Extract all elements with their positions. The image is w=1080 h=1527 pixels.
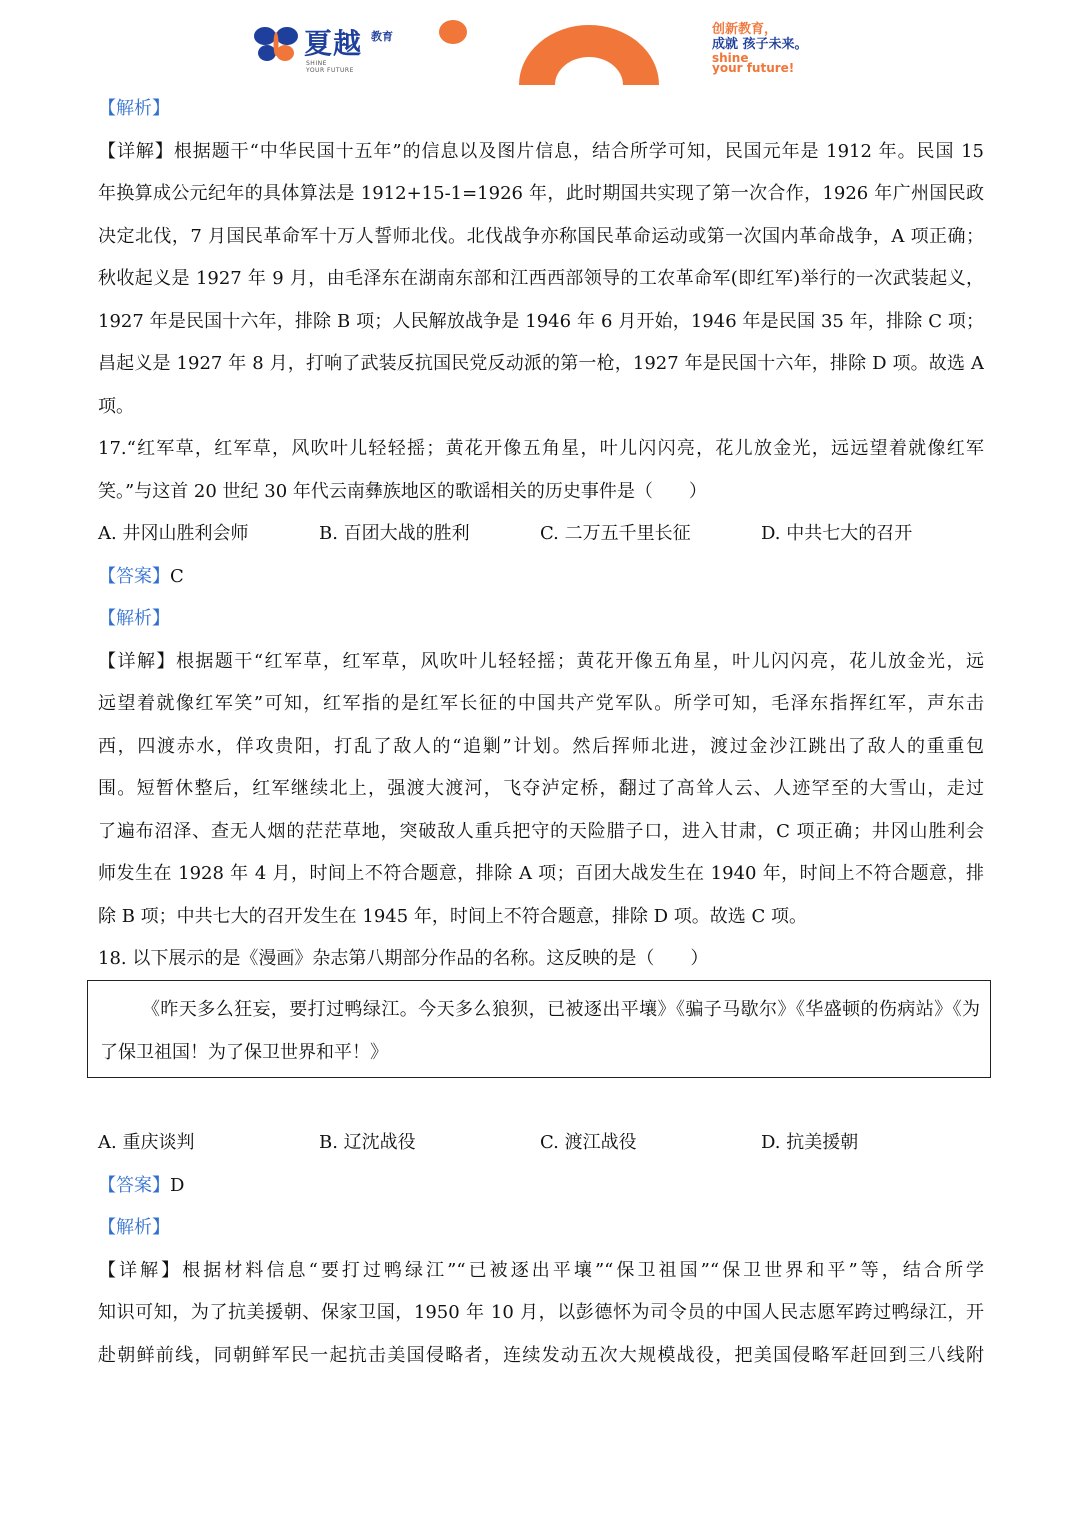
- detail-tag: 【详解】: [98, 650, 176, 672]
- material-line: 《昨天多么狂妄，要打过鸭绿江。今天多么狼狈，已被逐出平壤》《骗子马歇尔》《华盛顿的伤病站》《为: [142, 999, 980, 1020]
- detail-line: [98, 131, 984, 174]
- material-box: [87, 980, 991, 1078]
- question-17-stem: 17.“红军草，红军草，风吹叶儿轻轻摇；黄花开像五角星，叶儿闪闪亮，花儿放金光，远远望着就像红军: [98, 438, 984, 459]
- detail-line: 了遍布沼泽、查无人烟的茫茫草地，突破敌人重兵把守的天险腊子口，进入甘肃，C 项正确；井冈山胜利会: [98, 820, 984, 842]
- question-17-answer: [98, 556, 984, 599]
- detail-line: 项。: [98, 395, 134, 417]
- logo-tagline: [306, 60, 354, 74]
- analysis-tag: 【解析】: [98, 608, 170, 629]
- slogan: [712, 22, 808, 73]
- question-18-answer: [98, 1165, 984, 1208]
- analysis-heading: [98, 1207, 984, 1250]
- detail-tag: 【详解】: [98, 140, 174, 162]
- detail-line: 除 B 项；中共七大的召开发生在 1945 年，时间上不符合题意，排除 D 项。故选 C 项。: [98, 905, 808, 927]
- question-17-options: [98, 513, 984, 556]
- detail-line: 决定北伐，7 月国民革命军十万人誓师北伐。北伐战争亦称国民革命运动或第一次国内革命战争，A 项正确；: [98, 225, 984, 247]
- detail-line: 赴朝鲜前线，同朝鲜军民一起抗击美国侵略者，连续发动五次大规模战役，把美国侵略军赶回到三八线附: [98, 1344, 984, 1366]
- option-b: B. 百团大战的胜利: [319, 523, 470, 544]
- decorative-dot-icon: [438, 19, 468, 45]
- detail-line: 西，四渡赤水，佯攻贵阳，打乱了敌人的“追剿”计划。然后挥师北进，渡过金沙江跳出了敌人的重重包: [98, 735, 984, 757]
- document-body: [98, 88, 984, 981]
- page-header: [0, 0, 1080, 95]
- analysis-heading: [98, 88, 984, 131]
- answer-tag: 【答案】: [98, 565, 170, 587]
- answer-value: C: [170, 565, 184, 587]
- logo-wordmark: 夏越: [304, 27, 363, 60]
- detail-line: 年换算成公元纪年的具体算法是 1912+15-1=1926 年，此时期国共实现了第一次合作，1926 年广州国民政: [98, 183, 984, 204]
- question-17-stem: 笑。”与这首 20 世纪 30 年代云南彝族地区的歌谣相关的历史事件是（ ）: [98, 480, 707, 502]
- analysis-tag: 【解析】: [98, 98, 170, 119]
- question-18-options: [98, 1122, 984, 1165]
- option-b: B. 辽沈战役: [319, 1132, 416, 1153]
- option-d: D. 抗美援朝: [761, 1132, 859, 1153]
- detail-text: 根据题干“中华民国十五年”的信息以及图片信息，结合所学可知，民国元年是 1912 年。民国 15: [173, 140, 984, 162]
- detail-line: 昌起义是 1927 年 8 月，打响了武装反抗国民党反动派的第一枪，1927 年是民国十六年，排除 D 项。故选 A: [98, 353, 984, 374]
- option-a: A. 重庆谈判: [98, 1132, 195, 1153]
- logo-butterfly-icon: [252, 24, 300, 64]
- slogan-line-3: shine: [712, 51, 749, 65]
- detail-line: [98, 641, 984, 684]
- slogan-line-2: 成就 孩子未来。: [712, 37, 808, 52]
- detail-line: [98, 1250, 984, 1293]
- detail-text: 根据题干“红军草，红军草，风吹叶儿轻轻摇；黄花开像五角星，叶儿闪闪亮，花儿放金光，远: [175, 650, 984, 672]
- option-c: C. 二万五千里长征: [540, 523, 691, 544]
- document-body-continued: [98, 1122, 984, 1377]
- material-line: 了保卫祖国！为了保卫世界和平！》: [100, 1041, 388, 1063]
- detail-text: 根据材料信息“要打过鸭绿江”“已被逐出平壤”“保卫祖国”“保卫世界和平”等，结合所学: [182, 1259, 984, 1281]
- analysis-heading: [98, 598, 984, 641]
- slogan-line-1: 创新教育，: [712, 22, 778, 37]
- answer-tag: 【答案】: [98, 1174, 170, 1196]
- option-c: C. 渡江战役: [540, 1132, 637, 1153]
- detail-line: 知识可知，为了抗美援朝、保家卫国，1950 年 10 月，以彭德怀为司令员的中国人民志愿军跨过鸭绿江，开: [98, 1302, 984, 1323]
- logo-tagline-line: SHINE: [306, 60, 327, 67]
- detail-tag: 【详解】: [98, 1259, 183, 1281]
- option-d: D. 中共七大的召开: [761, 523, 913, 544]
- answer-value: D: [170, 1174, 185, 1196]
- analysis-tag: 【解析】: [98, 1217, 170, 1238]
- option-a: A. 井冈山胜利会师: [98, 523, 249, 544]
- detail-line: 远望着就像红军笑”可知，红军指的是红军长征的中国共产党军队。所学可知，毛泽东指挥红军，声东击: [98, 693, 984, 714]
- logo-tagline-line: YOUR FUTURE: [306, 67, 354, 74]
- detail-line: 围。短暂休整后，红军继续北上，强渡大渡河，飞夺泸定桥，翻过了高耸人云、人迹罕至的大雪山，走过: [98, 778, 984, 799]
- slogan-line-4: your future!: [712, 61, 795, 75]
- logo-sub: 教育: [371, 30, 393, 43]
- question-18-stem: 18. 以下展示的是《漫画》杂志第八期部分作品的名称。这反映的是（ ）: [98, 948, 709, 969]
- detail-line: 1927 年是民国十六年，排除 B 项；人民解放战争是 1946 年 6 月开始，1946 年是民国 35 年，排除 C 项；: [98, 310, 984, 332]
- decorative-arch-icon: [519, 25, 659, 85]
- detail-line: 师发生在 1928 年 4 月，时间上不符合题意，排除 A 项；百团大战发生在 1940 年，时间上不符合题意，排: [98, 863, 984, 884]
- detail-line: 秋收起义是 1927 年 9 月，由毛泽东在湖南东部和江西西部领导的工农革命军(即红军)举行的一次武装起义，: [98, 268, 984, 289]
